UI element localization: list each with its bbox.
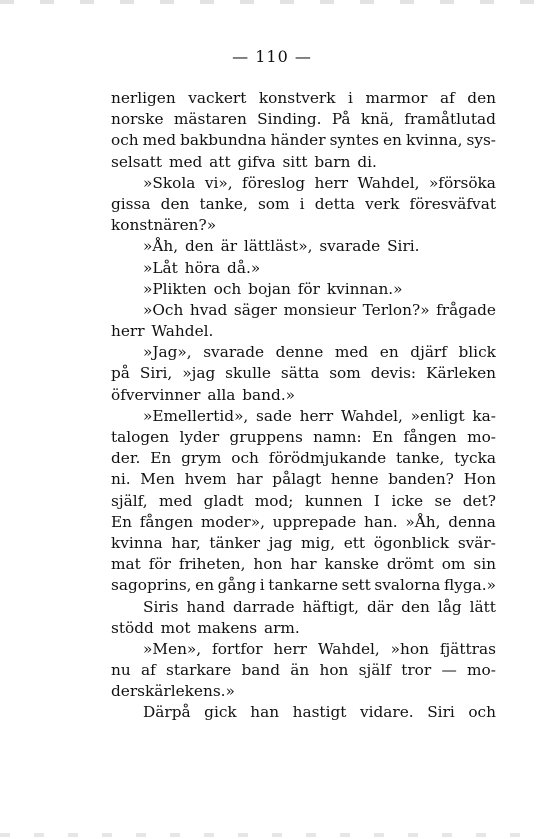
word: hand [186, 597, 226, 616]
word: henne [330, 470, 379, 489]
word: namn: [313, 428, 362, 446]
text-line [111, 448, 496, 469]
text-line [111, 512, 496, 533]
word: En [150, 449, 172, 468]
word: denne [275, 343, 324, 362]
word: bojan [248, 279, 291, 298]
word: gick [204, 703, 237, 722]
word: själf, [111, 491, 148, 510]
text-line [111, 279, 496, 300]
word: talogen [111, 428, 170, 446]
word: och [231, 449, 259, 468]
word: en [195, 576, 215, 595]
word: och [111, 131, 139, 150]
word: alla [207, 385, 236, 404]
word: mästaren [173, 110, 247, 129]
word: makens [197, 618, 258, 637]
word: förödmjukande [268, 449, 387, 468]
word: Hon [463, 470, 496, 489]
word: herr [299, 406, 334, 425]
text-line [111, 427, 496, 448]
word: har [290, 555, 317, 574]
word: Wahdel, [357, 173, 420, 192]
text-line [111, 575, 496, 596]
word: herr [273, 639, 307, 658]
word: detta [314, 194, 355, 213]
word: lätt [469, 597, 496, 616]
word: svalorna [374, 576, 441, 595]
word: framåtlutad [404, 110, 496, 129]
text-line [111, 533, 496, 554]
word: vidare. [359, 703, 414, 722]
text-line [111, 406, 496, 427]
word: skulle [225, 364, 271, 383]
text-line [111, 469, 496, 490]
word: mig, [301, 533, 336, 552]
word: En [111, 512, 133, 531]
text-line [111, 385, 496, 406]
word: gång [217, 576, 257, 595]
text-line [111, 215, 496, 236]
word: drömt [386, 555, 434, 574]
word: ka- [472, 406, 496, 425]
word: gifva [237, 152, 276, 171]
word: som [329, 364, 361, 383]
word: monsieur [283, 300, 357, 319]
word: hastigt [292, 703, 347, 722]
text-line [111, 660, 496, 681]
word: som [257, 194, 290, 213]
word: — [441, 661, 457, 680]
word: »Åh, [143, 237, 179, 256]
word: där [366, 597, 394, 616]
word: föresväfvat [409, 194, 496, 213]
word: med [142, 131, 177, 150]
word: har [236, 470, 263, 489]
word: blick [458, 343, 496, 362]
word: »Emellertid», [143, 406, 249, 425]
word: mod; [254, 491, 294, 510]
text-line [111, 194, 496, 215]
scan-edge-bottom [0, 833, 544, 837]
word: ögonblick [373, 533, 450, 552]
word: höra [184, 258, 221, 277]
word: frågade [436, 300, 496, 319]
word: händer [270, 131, 326, 150]
word: med [158, 491, 193, 510]
word: bakbundna [180, 131, 267, 150]
word: icke [391, 491, 424, 510]
word: nu [111, 661, 131, 680]
word: konstverk [258, 89, 336, 107]
text-line [111, 152, 496, 173]
word: »försöka [428, 173, 496, 192]
word: sett [341, 576, 371, 595]
text-line [111, 88, 496, 109]
word: upprepade [272, 512, 357, 531]
word: »enligt [410, 406, 465, 425]
text-line [111, 258, 496, 279]
word: mo- [467, 428, 496, 446]
word: »Låt [143, 258, 178, 277]
word: af [140, 661, 156, 680]
word: den [160, 194, 190, 213]
word: och [468, 703, 496, 722]
word: sin [473, 555, 496, 574]
word: jag [268, 533, 293, 552]
word: kvinna, [405, 131, 463, 150]
text-line [111, 236, 496, 257]
word: Terlon?» [362, 300, 430, 319]
word: i [299, 194, 305, 213]
word: Siris [143, 597, 179, 616]
word: »Men», [143, 639, 202, 658]
word: »Åh, [405, 512, 441, 531]
word: den [401, 597, 430, 616]
word: fortfor [212, 639, 263, 658]
word: devis: [370, 364, 417, 383]
word: hvem [184, 470, 227, 489]
word: med [334, 343, 369, 362]
text-line [111, 130, 496, 151]
word: hon [253, 555, 283, 574]
word: se [434, 491, 452, 510]
word: tankarne [268, 576, 339, 595]
text-line [111, 597, 496, 618]
word: vackert [188, 89, 247, 107]
text-line [111, 342, 496, 363]
word: svär- [457, 533, 496, 552]
word: en [383, 131, 402, 150]
word: själf [358, 661, 391, 680]
word: tanke, [396, 449, 445, 468]
word: är [220, 237, 238, 256]
word: konstnären?» [111, 216, 217, 235]
word: om [441, 555, 466, 574]
word: fången [139, 512, 194, 531]
word: mat [111, 555, 141, 574]
text-line [111, 300, 496, 321]
word: den [467, 89, 496, 107]
word: syntes [329, 131, 379, 150]
word: att [209, 152, 231, 171]
word: lättläst», [243, 237, 313, 256]
word: »Och [143, 300, 184, 319]
text-line [111, 702, 496, 723]
word: gissa [111, 194, 151, 213]
word: sys- [466, 131, 496, 150]
word: verk [365, 194, 400, 213]
word: »Plikten [143, 279, 207, 298]
text-line [111, 554, 496, 575]
word: svarade [319, 237, 381, 256]
word: hvad [189, 300, 228, 319]
word: »jag [182, 364, 216, 383]
word: tror [401, 661, 432, 680]
word: hon [319, 661, 349, 680]
word: »Jag», [143, 343, 192, 362]
word: häftigt, [302, 597, 359, 616]
word: herr [111, 322, 145, 341]
word: stödd [111, 618, 154, 637]
word: i [259, 576, 265, 595]
word: lyder [179, 428, 220, 446]
word: grym [181, 449, 222, 468]
word: sade [256, 406, 292, 425]
word: friheten, [178, 555, 246, 574]
word: darrade [233, 597, 295, 616]
word: låg [437, 597, 462, 616]
word: Siri. [387, 237, 420, 256]
word: ni. [111, 470, 131, 489]
word: svarade [203, 343, 265, 362]
text-line [111, 639, 496, 660]
text-line [111, 109, 496, 130]
word: Sinding. [257, 110, 322, 129]
word: herr [314, 173, 349, 192]
word: det? [462, 491, 496, 510]
word: knä, [360, 110, 394, 129]
word: »Skola [143, 173, 196, 192]
word: »hon [390, 639, 429, 658]
word: vi», [204, 173, 233, 192]
word: den [185, 237, 214, 256]
word: tycka [454, 449, 496, 468]
word: med [168, 152, 203, 171]
scan-edge-top [0, 0, 544, 4]
word: han. [363, 512, 398, 531]
word: öfvervinner [111, 385, 201, 404]
word: han [250, 703, 280, 722]
word: band [241, 661, 281, 680]
text-line [111, 321, 496, 342]
text-line [111, 491, 496, 512]
word: selsatt [111, 152, 163, 171]
word: tänker [209, 533, 261, 552]
word: har, [171, 533, 201, 552]
word: di. [357, 152, 377, 171]
word: Wahdel, [340, 406, 403, 425]
word: gladt [203, 491, 244, 510]
word: sitt [282, 152, 308, 171]
word: än [290, 661, 310, 680]
word: Kärleken [426, 364, 496, 383]
word: i [348, 89, 353, 107]
word: kanske [324, 555, 379, 574]
word: mo- [466, 661, 496, 680]
word: kvinna [111, 533, 163, 552]
word: marmor [365, 89, 428, 107]
word: mot [160, 618, 191, 637]
word: då.» [227, 258, 261, 277]
word: gruppens [229, 428, 303, 446]
word: kvinnan.» [326, 279, 403, 298]
word: denna [448, 512, 496, 531]
word: Men [140, 470, 175, 489]
word: På [331, 110, 351, 129]
word: nerligen [111, 89, 176, 107]
word: Wahdel, [317, 639, 380, 658]
word: tanke, [199, 194, 248, 213]
word: banden? [388, 470, 454, 489]
word: sätta [280, 364, 320, 383]
text-line [111, 681, 496, 702]
word: och [213, 279, 242, 298]
word: der. [111, 449, 141, 468]
word: föreslog [242, 173, 306, 192]
word: moder», [200, 512, 265, 531]
word: Siri [427, 703, 455, 722]
word: en [379, 343, 399, 362]
word: fjättras [439, 639, 496, 658]
text-line [111, 173, 496, 194]
text-line [111, 618, 496, 639]
word: Siri, [139, 364, 173, 383]
word: pålagt [272, 470, 322, 489]
word: starkare [166, 661, 232, 680]
word: norske [111, 110, 164, 129]
word: djärf [410, 343, 447, 362]
word: säger [233, 300, 277, 319]
word: derskärlekens.» [111, 682, 235, 701]
word: för [148, 555, 171, 574]
word: fången [403, 428, 457, 446]
word: ett [343, 533, 366, 552]
word: barn [314, 152, 351, 171]
word: kunnen [304, 491, 363, 510]
word: för [297, 279, 320, 298]
text-line [111, 363, 496, 384]
word: band.» [242, 385, 296, 404]
word: flyga.» [444, 576, 496, 595]
page-text [111, 88, 496, 724]
word: En [372, 428, 394, 446]
page-number: — 110 — [232, 47, 312, 66]
word: I [373, 491, 380, 510]
word: arm. [263, 618, 300, 637]
word: på [111, 364, 130, 383]
word: sagoprins, [111, 576, 192, 595]
word: af [439, 89, 455, 107]
word: Därpå [143, 703, 191, 722]
word: Wahdel. [151, 322, 214, 341]
